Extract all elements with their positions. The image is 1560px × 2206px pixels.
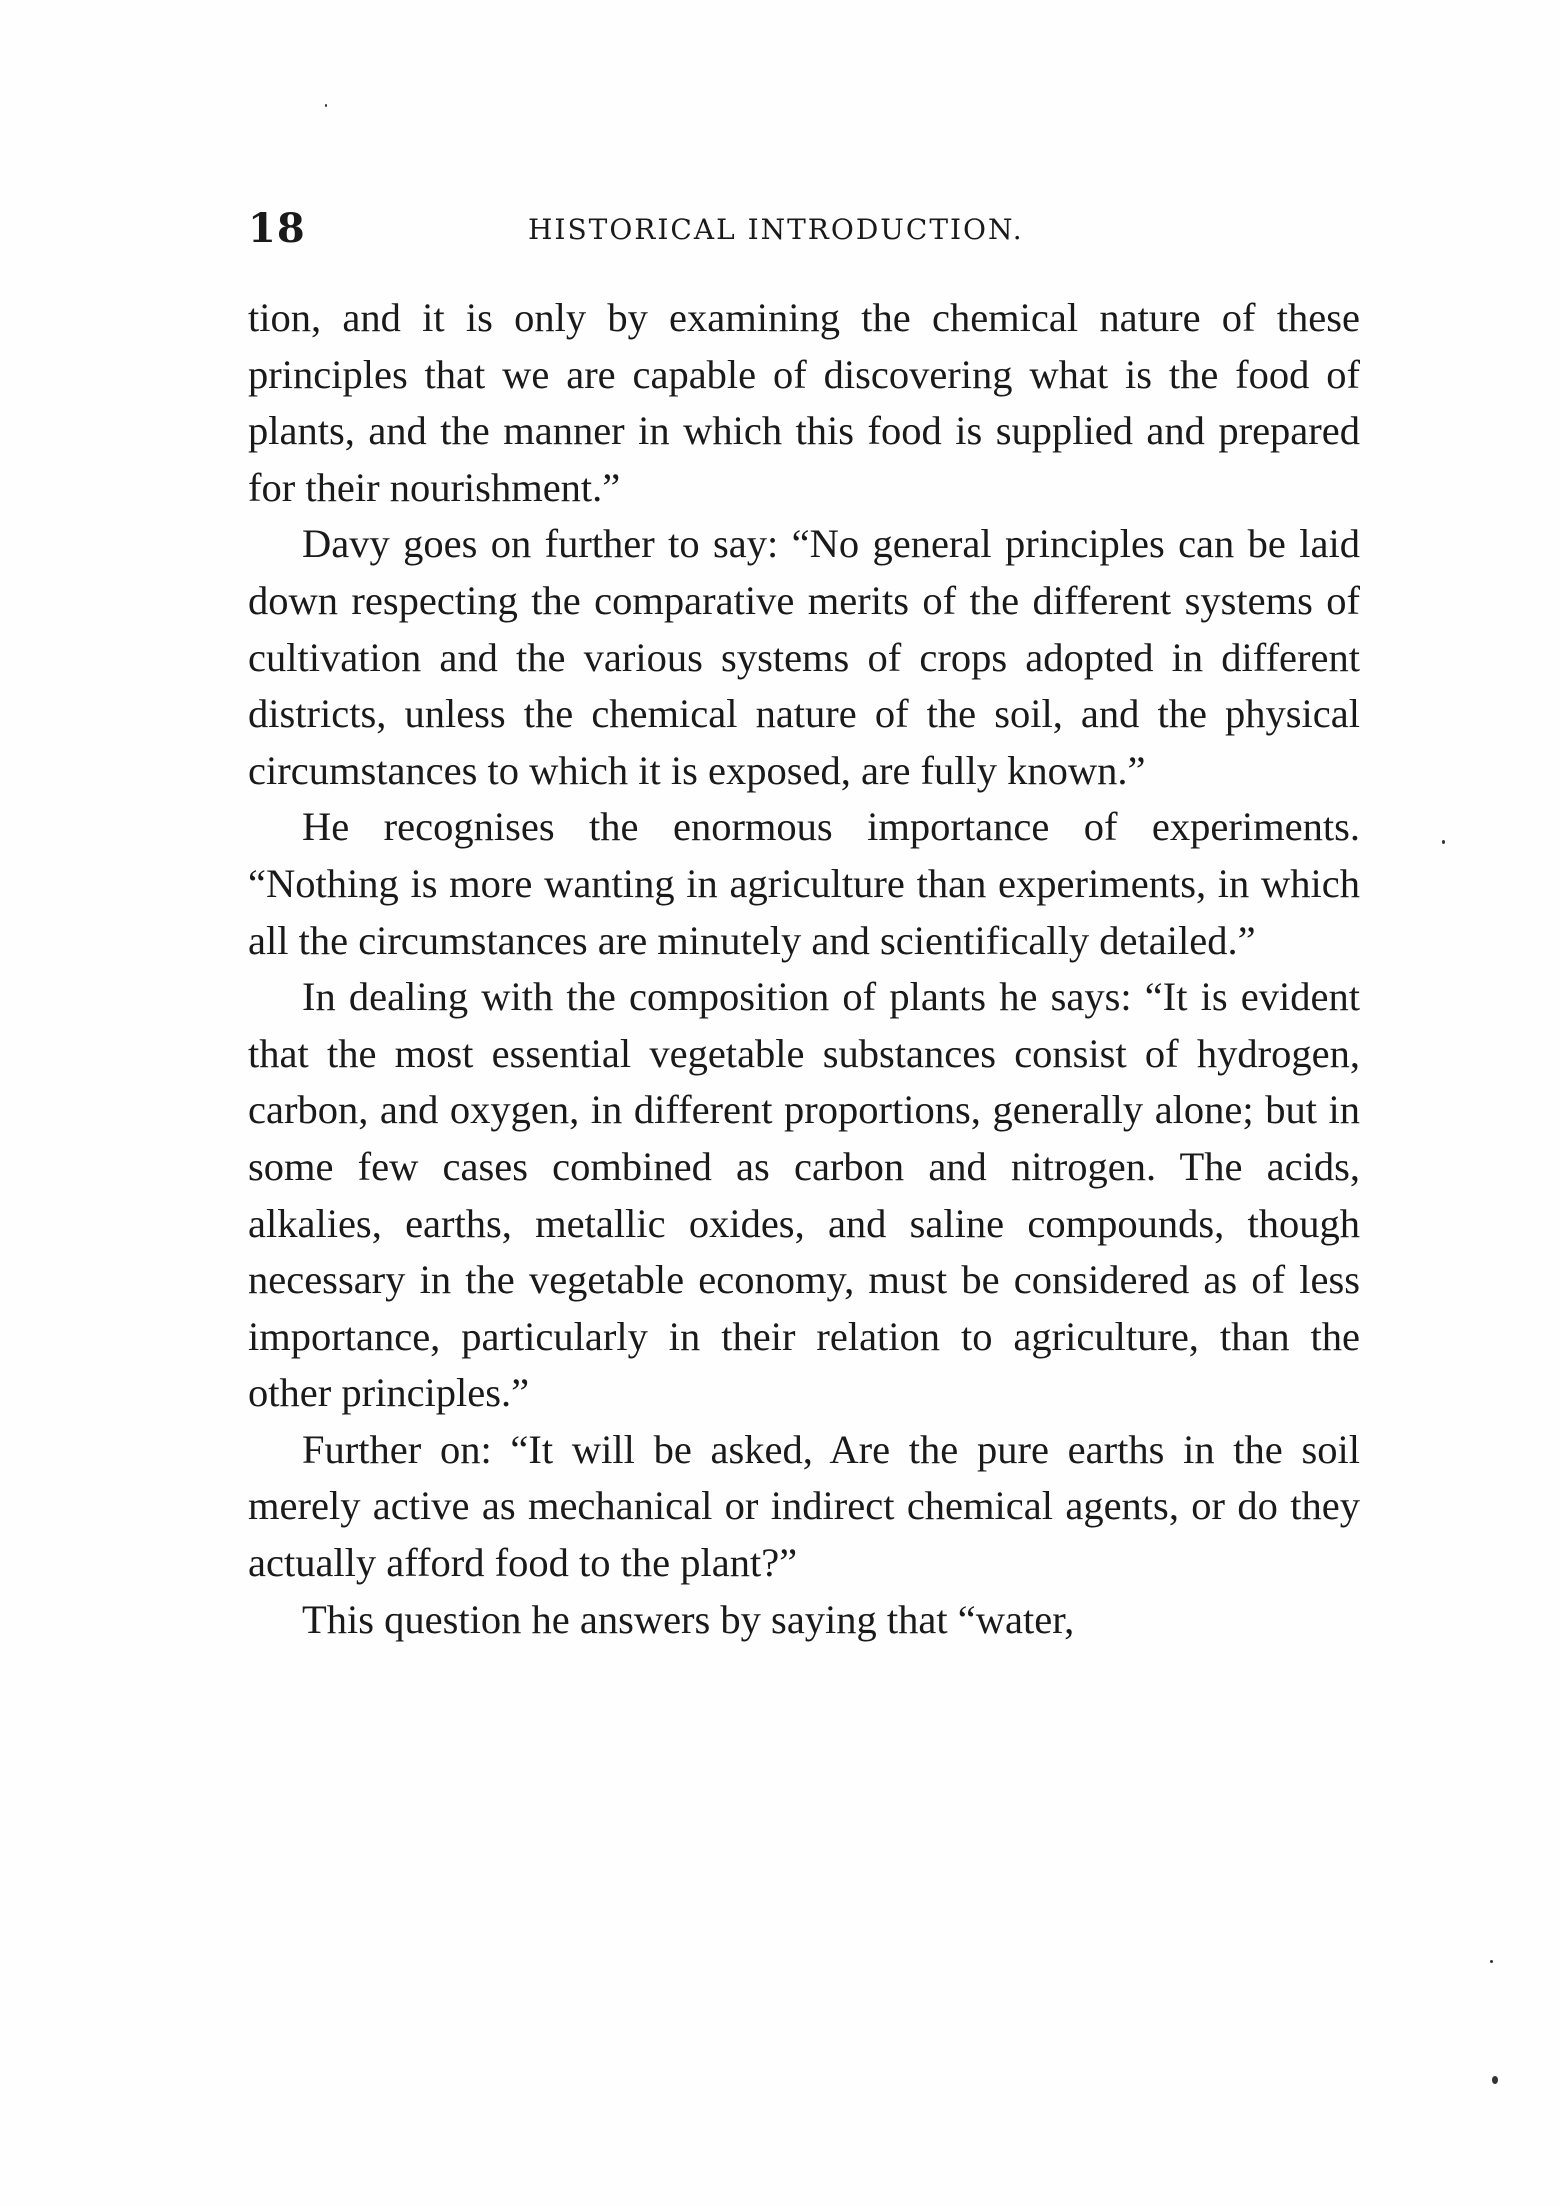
page-number: 18 [248, 205, 306, 252]
scan-speck [1490, 1960, 1493, 1963]
paragraph-composition: In dealing with the composition of plants he says: “It is evident that the most essential vegetable substances consist of hydrogen, carbon, and oxygen, in different proportions, generally alone; but in some few cases combined as carbon and nitrogen. The acids, alkalies, earths, metallic oxides, and saline compounds, though necessary in the vegetable economy, must be considered as of less importance, particularly in their relation to agriculture, than the other principles.” [248, 974, 1360, 1416]
paragraph-continuation: tion, and it is only by examining the chemical nature of these principles that we are capable of discovering what is the food of plants, and the manner in which this food is supplied and prepared for their nourishment.” [248, 295, 1360, 510]
paragraph-experiments: He recognises the enormous importance of experiments. “Nothing is more wanting in agriculture than experiments, in which all the circumstances are minutely and scientifically detailed.” [248, 804, 1360, 963]
running-head [248, 205, 1368, 265]
scan-speck [325, 104, 327, 107]
paragraph-question: This question he answers by saying that “water, [302, 1596, 1075, 1642]
scan-speck [1492, 2076, 1498, 2084]
running-title: HISTORICAL INTRODUCTION. [528, 213, 1024, 246]
paragraph-further-on: Further on: “It will be asked, Are the pure earths in the soil merely active as mechanical or indirect chemical agents, or do they actually afford food to the plant?” [248, 1426, 1360, 1586]
body-text [248, 290, 1360, 1648]
scan-speck [1442, 840, 1445, 844]
paragraph-davy-quote: Davy goes on further to say: “No general principles can be laid down respecting the comparative merits of the different systems of cultivation and the various systems of crops adopted in different districts, unless the chemical nature of the soil, and the physical circumstances to which it is exposed, are fully known.” [248, 521, 1360, 793]
